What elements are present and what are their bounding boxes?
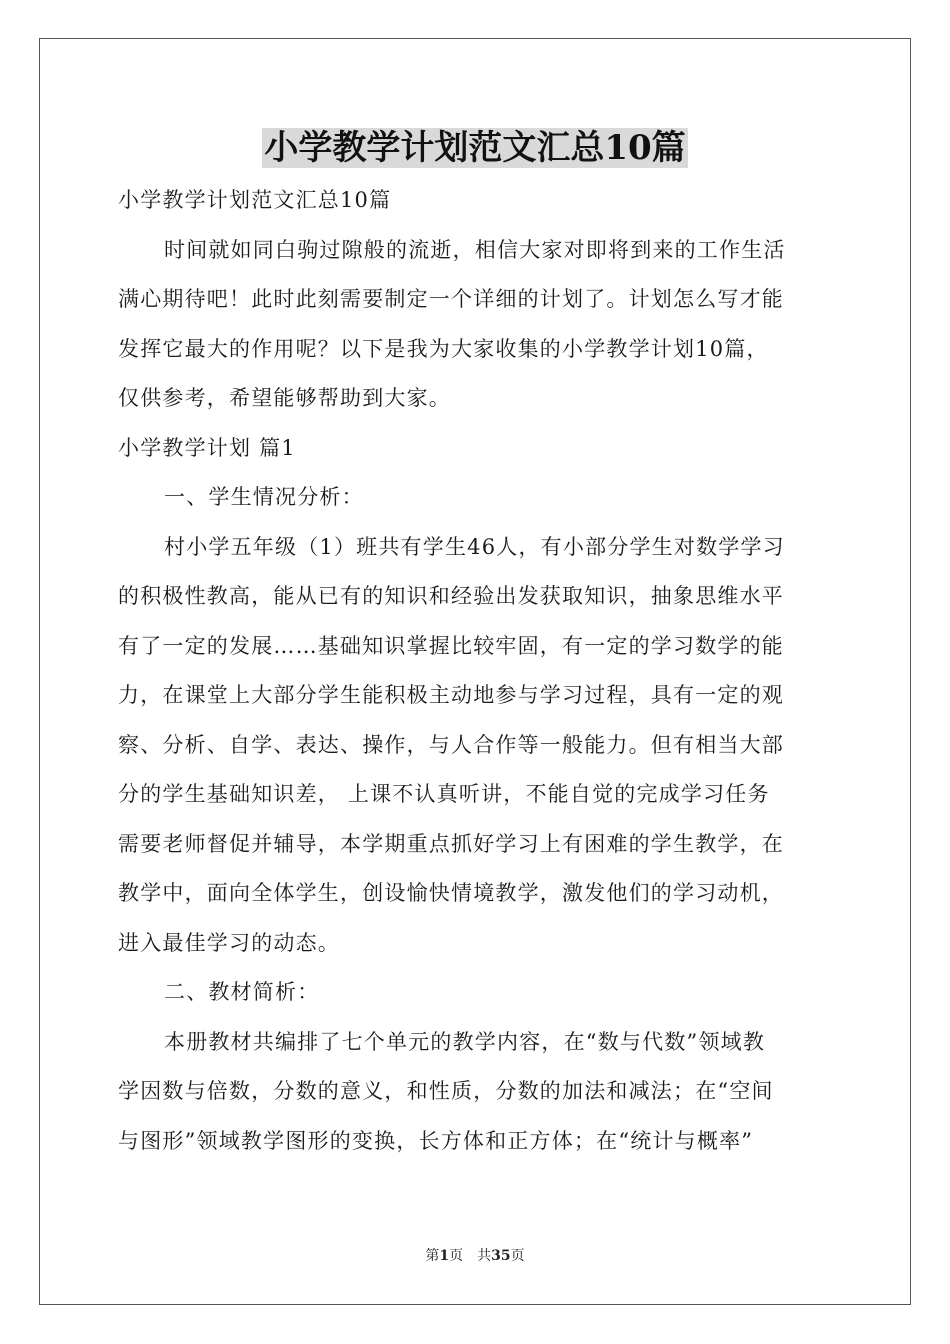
text-line: 二、教材简析： [164, 980, 320, 1004]
text-line: 满心期待吧！此时此刻需要制定一个详细的计划了。计划怎么写才能 [118, 287, 784, 311]
document-body [118, 176, 834, 1166]
text-line: 力，在课堂上大部分学生能积极主动地参与学习过程，具有一定的观 [118, 683, 784, 707]
text-line: 分的学生基础知识差， 上课不认真听讲，不能自觉的完成学习任务 [118, 782, 770, 806]
text-line: 需要老师督促并辅导，本学期重点抓好学习上有困难的学生教学，在 [118, 831, 784, 856]
text-line: 发挥它最大的作用呢？以下是我为大家收集的小学教学计划10篇， [118, 336, 769, 361]
text-line: 小学教学计划范文汇总10篇 [118, 188, 392, 212]
document-title [0, 124, 950, 172]
text-line: 仅供参考，希望能够帮助到大家。 [118, 386, 451, 410]
text-line: 村小学五年级（1）班共有学生46人，有小部分学生对数学学习 [164, 534, 785, 559]
text-line: 本册教材共编排了七个单元的教学内容，在“数与代数”领域教 [164, 1029, 766, 1054]
text-line: 察、分析、自学、表达、操作，与人合作等一般能力。但有相当大部 [118, 732, 784, 757]
text-line: 学因数与倍数，分数的意义，和性质，分数的加法和减法；在“空间 [118, 1079, 774, 1103]
text-line: 进入最佳学习的动态。 [118, 930, 340, 955]
footer-page-number: 1 [439, 1248, 450, 1264]
text-line: 小学教学计划 篇1 [118, 435, 296, 460]
page-footer [0, 1245, 950, 1265]
text-line: 的积极性教高，能从已有的知识和经验出发获取知识，抽象思维水平 [118, 584, 784, 608]
text-line: 与图形”领域教学图形的变换，长方体和正方体；在“统计与概率” [118, 1128, 754, 1153]
text-line: 时间就如同白驹过隙般的流逝，相信大家对即将到来的工作生活 [164, 237, 786, 262]
footer-suffix: 页 [510, 1248, 525, 1264]
text-line: 有了一定的发展……基础知识掌握比较牢固，有一定的学习数学的能 [118, 633, 784, 658]
text-line: 一、学生情况分析： [164, 485, 364, 509]
document-title-text: 小学教学计划范文汇总10篇 [264, 128, 686, 168]
footer-page-total: 35 [491, 1248, 511, 1264]
text-line: 教学中，面向全体学生，创设愉快情境教学，激发他们的学习动机， [118, 881, 784, 905]
footer-middle: 页 共 [449, 1248, 492, 1264]
footer-prefix: 第 [425, 1248, 440, 1264]
